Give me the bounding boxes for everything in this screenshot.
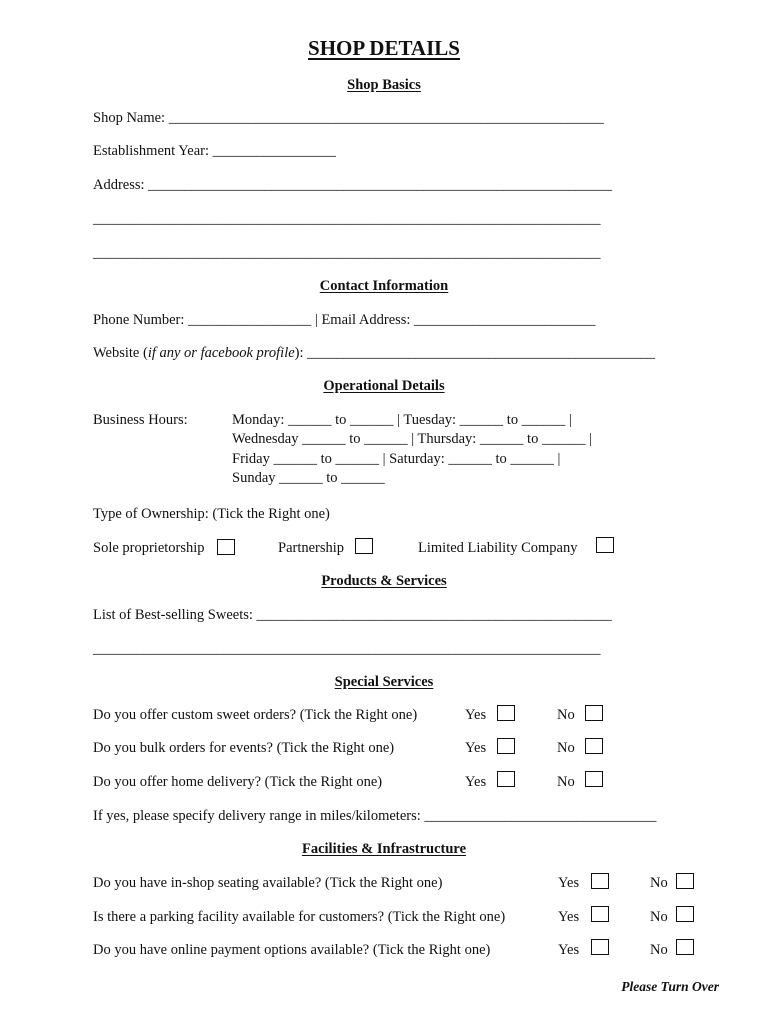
address-field[interactable]: Address: ________________________________________________________________ <box>93 177 613 193</box>
yes-label: Yes <box>465 740 487 756</box>
yes-label: Yes <box>465 774 487 790</box>
establishment-year-field[interactable]: Establishment Year: _________________ <box>93 143 336 159</box>
no-label: No <box>650 909 668 925</box>
custom-orders-no-checkbox[interactable] <box>585 705 603 721</box>
bulk-orders-yes-checkbox[interactable] <box>497 738 515 754</box>
bestselling-sweets-line-2-field[interactable]: ______________________________________________________________________ <box>93 641 601 657</box>
yes-label: Yes <box>558 875 580 891</box>
seating-question: Do you have in-shop seating available? (Tick the Right one) <box>93 875 443 891</box>
seating-yes-checkbox[interactable] <box>591 873 609 889</box>
hours-line[interactable]: Friday ______ to ______ | Saturday: ______ to ______ | <box>232 451 561 467</box>
home-delivery-question: Do you offer home delivery? (Tick the Right one) <box>93 774 383 790</box>
phone-email-field[interactable]: Phone Number: _________________ | Email Address: _________________________ <box>93 312 596 328</box>
ownership-sole-checkbox[interactable] <box>217 539 235 555</box>
ownership-option-llc-label: Limited Liability Company <box>418 540 578 556</box>
ownership-partnership-checkbox[interactable] <box>355 538 373 554</box>
page-title: SHOP DETAILS <box>308 36 460 60</box>
ownership-option-sole-label: Sole proprietorship <box>93 540 205 556</box>
no-label: No <box>650 942 668 958</box>
no-label: No <box>557 740 575 756</box>
hours-line[interactable]: Sunday ______ to ______ <box>232 470 385 486</box>
section-heading-products-services: Products & Services <box>321 573 447 589</box>
business-hours-label: Business Hours: <box>93 412 188 428</box>
section-heading-shop-basics: Shop Basics <box>347 77 421 93</box>
shop-name-field[interactable]: Shop Name: ____________________________________________________________ <box>93 110 604 126</box>
parking-yes-checkbox[interactable] <box>591 906 609 922</box>
ownership-llc-checkbox[interactable] <box>596 537 614 553</box>
home-delivery-no-checkbox[interactable] <box>585 771 603 787</box>
yes-label: Yes <box>558 909 580 925</box>
no-label: No <box>557 774 575 790</box>
section-heading-facilities-infrastructure: Facilities & Infrastructure <box>301 841 467 857</box>
seating-no-checkbox[interactable] <box>676 873 694 889</box>
bulk-orders-question: Do you bulk orders for events? (Tick the Right one) <box>93 740 395 756</box>
section-heading-operational-details: Operational Details <box>323 378 445 394</box>
ownership-option-partnership-label: Partnership <box>278 540 345 556</box>
online-payment-no-checkbox[interactable] <box>676 939 694 955</box>
online-payment-yes-checkbox[interactable] <box>591 939 609 955</box>
home-delivery-yes-checkbox[interactable] <box>497 771 515 787</box>
delivery-range-field[interactable]: If yes, please specify delivery range in miles/kilometers: ________________________________ <box>93 808 657 824</box>
no-label: No <box>650 875 668 891</box>
custom-orders-yes-checkbox[interactable] <box>497 705 515 721</box>
no-label: No <box>557 707 575 723</box>
please-turn-over-note: Please Turn Over <box>621 979 719 994</box>
yes-label: Yes <box>465 707 487 723</box>
online-payment-question: Do you have online payment options available? (Tick the Right one) <box>93 942 491 958</box>
parking-question: Is there a parking facility available for customers? (Tick the Right one) <box>93 909 506 925</box>
website-label-suffix: ): ________________________________________________ <box>294 345 656 361</box>
yes-label: Yes <box>558 942 580 958</box>
website-label-hint: if any or facebook profile <box>147 345 295 361</box>
hours-line[interactable]: Monday: ______ to ______ | Tuesday: ______ to ______ | <box>232 412 572 428</box>
address-line-2-field[interactable]: ______________________________________________________________________ <box>93 211 601 227</box>
section-heading-special-services: Special Services <box>334 674 434 690</box>
address-line-3-field[interactable]: ______________________________________________________________________ <box>93 245 601 261</box>
bulk-orders-no-checkbox[interactable] <box>585 738 603 754</box>
ownership-label: Type of Ownership: (Tick the Right one) <box>93 506 330 522</box>
section-heading-contact-information: Contact Information <box>319 278 449 294</box>
website-field[interactable] <box>93 346 655 361</box>
parking-no-checkbox[interactable] <box>676 906 694 922</box>
custom-orders-question: Do you offer custom sweet orders? (Tick the Right one) <box>93 707 418 723</box>
hours-line[interactable]: Wednesday ______ to ______ | Thursday: ______ to ______ | <box>232 431 592 447</box>
bestselling-sweets-field[interactable]: List of Best-selling Sweets: _________________________________________________ <box>93 607 612 623</box>
website-label-prefix: Website ( <box>93 345 148 361</box>
